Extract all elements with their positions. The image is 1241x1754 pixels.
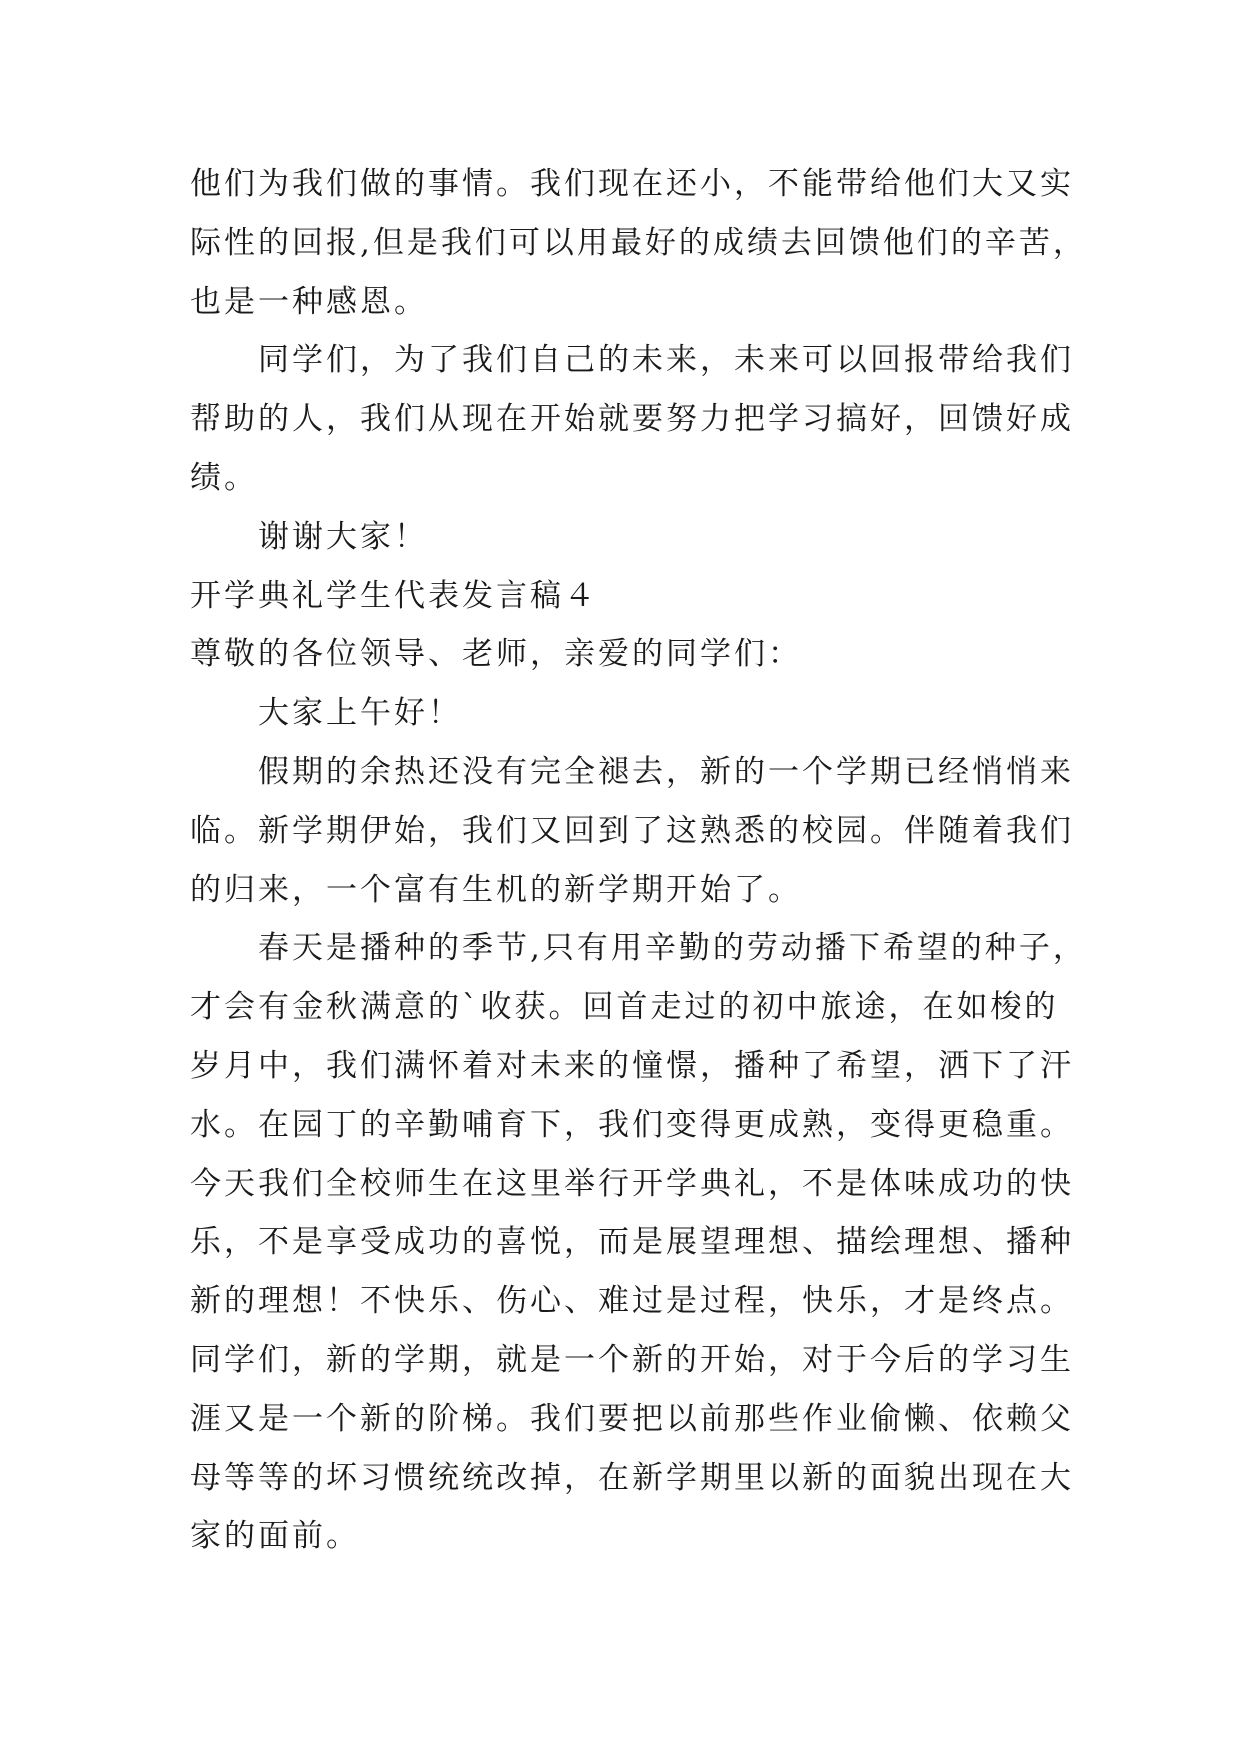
text-line: 他们为我们做的事情。我们现在还小，不能带给他们大又实: [190, 166, 1074, 202]
document-page: [190, 155, 1095, 1566]
paragraph-first-line: 谢谢大家！: [258, 518, 428, 555]
text-line: 际性的回报,但是我们可以用最好的成绩去回馈他们的辛苦，: [190, 224, 1087, 261]
paragraph-first-line: 春天是播种的季节,只有用辛勤的劳动播下希望的种子，: [258, 930, 1087, 967]
text-line: 家的面前。: [190, 1518, 360, 1555]
text-line: 乐，不是享受成功的喜悦，而是展望理想、描绘理想、播种: [190, 1224, 1074, 1261]
text-line: 绩。: [190, 459, 258, 496]
text-line: 岁月中，我们满怀着对未来的憧憬，播种了希望，洒下了汗: [190, 1047, 1074, 1084]
paragraph-first-line: 大家上午好！: [258, 695, 462, 732]
text-line: 开学典礼学生代表发言稿４: [190, 577, 598, 614]
paragraph-first-line: 假期的余热还没有完全褪去，新的一个学期已经悄悄来: [258, 753, 1074, 790]
paragraph-first-line: 同学们，为了我们自己的未来，未来可以回报带给我们: [258, 342, 1074, 379]
text-line: 尊敬的各位领导、老师，亲爱的同学们：: [190, 636, 802, 673]
text-line: 水。在园丁的辛勤哺育下，我们变得更成熟，变得更稳重。: [190, 1106, 1074, 1143]
text-line: 的归来，一个富有生机的新学期开始了。: [190, 871, 802, 908]
text-line: 同学们，新的学期，就是一个新的开始，对于今后的学习生: [190, 1341, 1074, 1378]
text-line: 也是一种感恩。: [190, 283, 428, 320]
text-line: 母等等的坏习惯统统改掉，在新学期里以新的面貌出现在大: [190, 1459, 1074, 1496]
text-line: 帮助的人，我们从现在开始就要努力把学习搞好，回馈好成: [190, 401, 1074, 438]
text-line: 新的理想！不快乐、伤心、难过是过程，快乐，才是终点。: [190, 1283, 1074, 1320]
text-line: 今天我们全校师生在这里举行开学典礼，不是体味成功的快: [190, 1165, 1074, 1202]
text-line: 涯又是一个新的阶梯。我们要把以前那些作业偷懒、依赖父: [190, 1400, 1074, 1437]
text-line: 才会有金秋满意的`收获。回首走过的初中旅途，在如梭的: [190, 989, 1059, 1026]
text-line: 临。新学期伊始，我们又回到了这熟悉的校园。伴随着我们: [190, 812, 1074, 849]
